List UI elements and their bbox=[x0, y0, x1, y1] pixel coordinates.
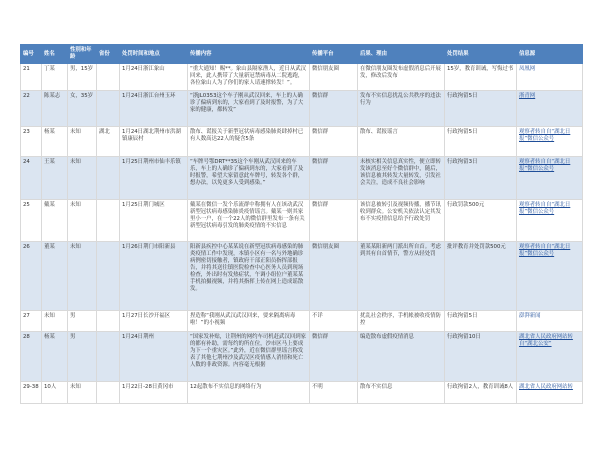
cell-result: 行政拘留2人，教育训诫8人 bbox=[445, 382, 517, 404]
cell-name: 戴某 bbox=[42, 200, 68, 242]
cell-content: “重大通知！赐**。象山县隔家渔人，近日从武汉回来，此人携带了大量新冠禁病毒从二院逃跑，各位象山人为了你们的家人请速撑转发！”。 bbox=[188, 64, 310, 91]
cell-result: 15岁，教育训诫，写悔过书 bbox=[445, 64, 517, 91]
table-row bbox=[21, 382, 583, 404]
header-province: 省份 bbox=[97, 45, 120, 64]
cell-result: 行政罚款500元 bbox=[445, 200, 517, 242]
cell-platform: 微信群 bbox=[310, 157, 358, 200]
source-link[interactable]: 观察者转自自“湖北日报”微信公众号 bbox=[517, 127, 583, 157]
cell-result: 行政拘留5日 bbox=[445, 311, 517, 332]
cell-province bbox=[97, 382, 120, 404]
cell-gender: 男 bbox=[68, 332, 97, 382]
source-link[interactable]: 湖北省人民政府网站转自“湖北公安” bbox=[517, 332, 583, 382]
cell-content: 阳新县疾控中心某某说在新型冠状病毒感染的肺炎疫情工作中发现，本镇小区有一名与外地确诊病例密切接触者，镇政府干部正阳员指挥部报告，并将其送往镇医院检查中心医务人员到现场检查，外出时有发热症状，午调小组位户董某某手机拍摄视频，并将其指挥上传在网上造成谣散发。 bbox=[188, 242, 310, 311]
cell-reason: 在微信朋友圈发布虚假消息后开展发，修改后发布 bbox=[358, 64, 445, 91]
cell-name: 丁某 bbox=[42, 64, 68, 91]
table-row bbox=[21, 332, 583, 382]
cell-time: 1月26日荆门市阳新县 bbox=[120, 242, 188, 311]
cell-platform: 不详 bbox=[310, 311, 358, 332]
cell-province bbox=[97, 91, 120, 127]
cell-province bbox=[97, 311, 120, 332]
cell-result: 行政拘留5日 bbox=[445, 127, 517, 157]
cell-id: 25 bbox=[21, 200, 42, 242]
cell-gender: 未知 bbox=[68, 242, 97, 311]
source-link[interactable]: 澎湃新闻 bbox=[517, 311, 583, 332]
cell-name: 未知 bbox=[42, 311, 68, 332]
cell-result: 行政拘留5日 bbox=[445, 91, 517, 127]
header-source: 信息源 bbox=[517, 45, 583, 64]
source-link[interactable]: 浙青网 bbox=[517, 91, 583, 127]
header-time-place: 处罚时间和地点 bbox=[120, 45, 188, 64]
cell-id: 22 bbox=[21, 91, 42, 127]
header-id: 编号 bbox=[21, 45, 42, 64]
header-content: 传播内容 bbox=[188, 45, 310, 64]
header-platform: 传播平台 bbox=[310, 45, 358, 64]
cell-gender: 男，15岁 bbox=[68, 64, 97, 91]
cell-name: 杨某 bbox=[42, 127, 68, 157]
cell-platform: 微信群 bbox=[310, 332, 358, 382]
cell-reason: 散布、谎报谣言 bbox=[358, 127, 445, 157]
cell-name: 王某 bbox=[42, 157, 68, 200]
cell-time: 1月22日-28日黄冈市 bbox=[120, 382, 188, 404]
cell-content: “浙JL0353这个车子刚从武汉回来，车上的人确诊了偏病到东的，大家看到了及时报警，为了大家的健康，都转发” bbox=[188, 91, 310, 127]
cell-platform: 微信群 bbox=[310, 91, 358, 127]
header-name: 姓名 bbox=[42, 45, 68, 64]
source-link[interactable]: 观察者转自自“湖北日报”微信公众号 bbox=[517, 200, 583, 242]
cell-result: 批评教育并处罚款500元 bbox=[445, 242, 517, 311]
cell-reason: 散布不实信息 bbox=[358, 382, 445, 404]
cell-content: 散布、谎报关于新型冠状病毒感染肺炎肆掉村已有人数高达22人的疑含5条 bbox=[188, 127, 310, 157]
cell-gender: 未知 bbox=[68, 382, 97, 404]
table-row bbox=[21, 91, 583, 127]
cell-gender: 女，35岁 bbox=[68, 91, 97, 127]
table-row bbox=[21, 242, 583, 311]
source-link[interactable]: 凤凰网 bbox=[517, 64, 583, 91]
header-result: 处罚结果 bbox=[445, 45, 517, 64]
cell-content: 戴某在微信一发个乐流群中称拥有人在该动武汉新型冠状病毒感染肺炎疫情谣言。戴某一则其家里小一户，在一个22人的微信群里发布一条有关新型冠状病毒引发的肺炎疫情的不实信息 bbox=[188, 200, 310, 242]
header-reason: 后果、理由 bbox=[358, 45, 445, 64]
cell-platform: 微信群 bbox=[310, 200, 358, 242]
cell-id: 27 bbox=[21, 311, 42, 332]
cell-time: 1月24日荆州 bbox=[120, 332, 188, 382]
cell-time: 1月27日长沙开福区 bbox=[120, 311, 188, 332]
cell-province bbox=[97, 64, 120, 91]
cell-platform: 微信朋友圈 bbox=[310, 64, 358, 91]
cell-id: 21 bbox=[21, 64, 42, 91]
rumor-punishment-table bbox=[20, 44, 583, 404]
cell-content: “车牌号鄂DRT**35这个车刚从武汉回来的车乐，车上的人确诊了偏病到东的，大家看到了及时报警，希望大家留意此车牌号，转发各个群，想办法，以免更多人受到感染。” bbox=[188, 157, 310, 200]
cell-name: 杨某 bbox=[42, 332, 68, 382]
cell-reason: 编造散布虚假疫情消息 bbox=[358, 332, 445, 382]
cell-id: 23 bbox=[21, 127, 42, 157]
header-gender-age: 性别和年龄 bbox=[68, 45, 97, 64]
source-link[interactable]: 湖北省人民政府网站转 bbox=[517, 382, 583, 404]
cell-id: 29-38 bbox=[21, 382, 42, 404]
cell-time: 1月24日浙江象山 bbox=[120, 64, 188, 91]
cell-reason: 发布不实信息扰乱公共秩序的违法行为 bbox=[358, 91, 445, 127]
cell-reason: 扰乱社会秩序，手机帐被收疫情防控 bbox=[358, 311, 445, 332]
cell-result: 行政拘留3日 bbox=[445, 157, 517, 200]
table-header-row bbox=[21, 45, 583, 64]
cell-platform: 微信朋友圈 bbox=[310, 242, 358, 311]
cell-province bbox=[97, 332, 120, 382]
table-row bbox=[21, 200, 583, 242]
cell-name: 陈某志 bbox=[42, 91, 68, 127]
cell-id: 28 bbox=[21, 332, 42, 382]
cell-gender: 未知 bbox=[68, 200, 97, 242]
table-row bbox=[21, 311, 583, 332]
cell-content: 12起散布不实信息的网络行为 bbox=[188, 382, 310, 404]
cell-name: 10人 bbox=[42, 382, 68, 404]
cell-reason: 该信息被转引及视频传播，播节讯收到群众。公安机关依法认定其发布不实疫情信息给予行政处罚 bbox=[358, 200, 445, 242]
cell-time: 1月25日荆门城区 bbox=[120, 200, 188, 242]
cell-platform: 不明 bbox=[310, 382, 358, 404]
source-link[interactable]: 观察者转自自“湖北日报”微信公众号 bbox=[517, 157, 583, 200]
cell-province bbox=[97, 200, 120, 242]
cell-gender: 男 bbox=[68, 311, 97, 332]
cell-platform: 微信群 bbox=[310, 127, 358, 157]
cell-reason: 未核实相关信息真实性，便立即转发该消息至好个微信群中，随后，该信息被其转发大量转发，引发社会关注，造成不良社会影响 bbox=[358, 157, 445, 200]
cell-province bbox=[97, 157, 120, 200]
cell-reason: 董某某阳新两门派出所自首。考虑到其有自首情节，警方从轻处罚 bbox=[358, 242, 445, 311]
cell-province: 湖北 bbox=[97, 127, 120, 157]
cell-time: 1月25日荆州市仙丰乐镇 bbox=[120, 157, 188, 200]
source-link[interactable]: 观察者转自自“湖北日报”微信公众号 bbox=[517, 242, 583, 311]
cell-content: “国家发补贴，让荆州的网约车司机赶武汉回到家的都有补助，需每约的所在位，沙市区马上要成为下一个重灾区。”此外，近在微信群里谣言称发表了其他七荆州沙及武汉区疫情感人消情和死亡人数的非政资源。内容毫无根据 bbox=[188, 332, 310, 382]
cell-gender: 未知 bbox=[68, 127, 97, 157]
table-row bbox=[21, 127, 583, 157]
cell-result: 行政拘留10日 bbox=[445, 332, 517, 382]
cell-gender: 未知 bbox=[68, 157, 97, 200]
table-row bbox=[21, 157, 583, 200]
cell-province bbox=[97, 242, 120, 311]
cell-time: 1月24日浙江台州玉环 bbox=[120, 91, 188, 127]
cell-time: 1月24日湖北荆州市洪湖镇康辰村 bbox=[120, 127, 188, 157]
cell-id: 26 bbox=[21, 242, 42, 311]
cell-content: 捏造称“我刚从武汉武汉回来，要来隔离病毒啦！”的小视频 bbox=[188, 311, 310, 332]
table-row bbox=[21, 64, 583, 91]
cell-id: 24 bbox=[21, 157, 42, 200]
cell-name: 董某 bbox=[42, 242, 68, 311]
